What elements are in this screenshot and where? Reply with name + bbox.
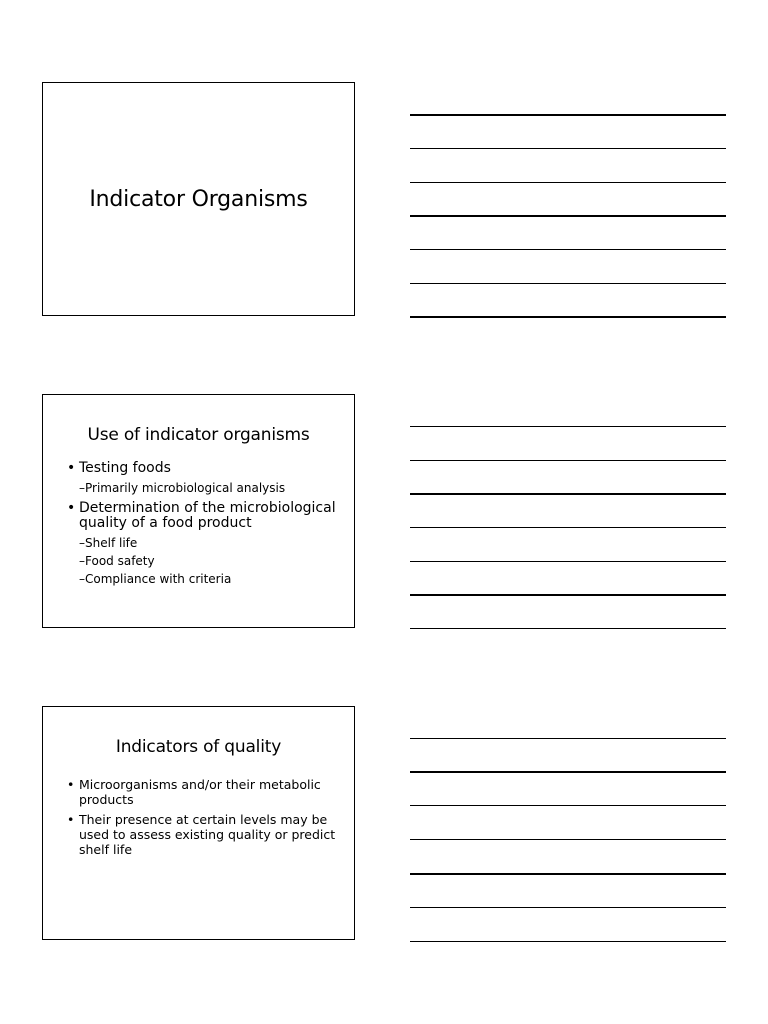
sub-bullet-item: –Food safety xyxy=(79,554,155,568)
note-line xyxy=(410,873,726,875)
slide-1-title: Indicator Organisms xyxy=(89,186,308,212)
slide-3 xyxy=(42,706,355,940)
note-line xyxy=(410,594,726,596)
note-line xyxy=(410,805,726,806)
note-line xyxy=(410,316,726,318)
note-line xyxy=(410,283,726,284)
sub-bullet-item: –Shelf life xyxy=(79,536,138,550)
note-line xyxy=(410,561,726,562)
bullet-item xyxy=(67,461,354,497)
note-line xyxy=(410,460,726,461)
note-line xyxy=(410,839,726,840)
note-line xyxy=(410,628,726,629)
slide-2-title: Use of indicator organisms xyxy=(87,425,310,445)
bullet-text: Determination of the microbiological quality of a food product xyxy=(79,500,336,531)
note-line xyxy=(410,114,726,116)
note-line xyxy=(410,771,726,773)
note-line xyxy=(410,907,726,908)
note-line xyxy=(410,249,726,250)
note-line xyxy=(410,941,726,942)
note-line xyxy=(410,148,726,149)
slide-2 xyxy=(42,394,355,628)
note-line xyxy=(410,215,726,217)
sub-bullet-list xyxy=(79,534,354,588)
bullet-item xyxy=(67,501,354,588)
note-line xyxy=(410,738,726,739)
sub-bullet-list xyxy=(79,479,354,497)
bullet-item xyxy=(67,777,354,807)
bullet-text: Microorganisms and/or their metabolic products xyxy=(79,777,321,807)
note-line xyxy=(410,493,726,495)
note-line xyxy=(410,182,726,183)
bullet-text: Testing foods xyxy=(79,460,171,476)
sub-bullet-item: –Primarily microbiological analysis xyxy=(79,481,286,495)
slide-1 xyxy=(42,82,355,316)
bullet-list xyxy=(43,461,354,588)
bullet-text: Their presence at certain levels may be used to assess existing quality or predict shelf life xyxy=(79,812,336,857)
slide-3-title: Indicators of quality xyxy=(115,737,282,757)
bullet-list xyxy=(43,777,354,857)
sub-bullet-item: –Compliance with criteria xyxy=(79,572,232,586)
bullet-item xyxy=(67,812,354,857)
note-line xyxy=(410,527,726,528)
note-line xyxy=(410,426,726,427)
